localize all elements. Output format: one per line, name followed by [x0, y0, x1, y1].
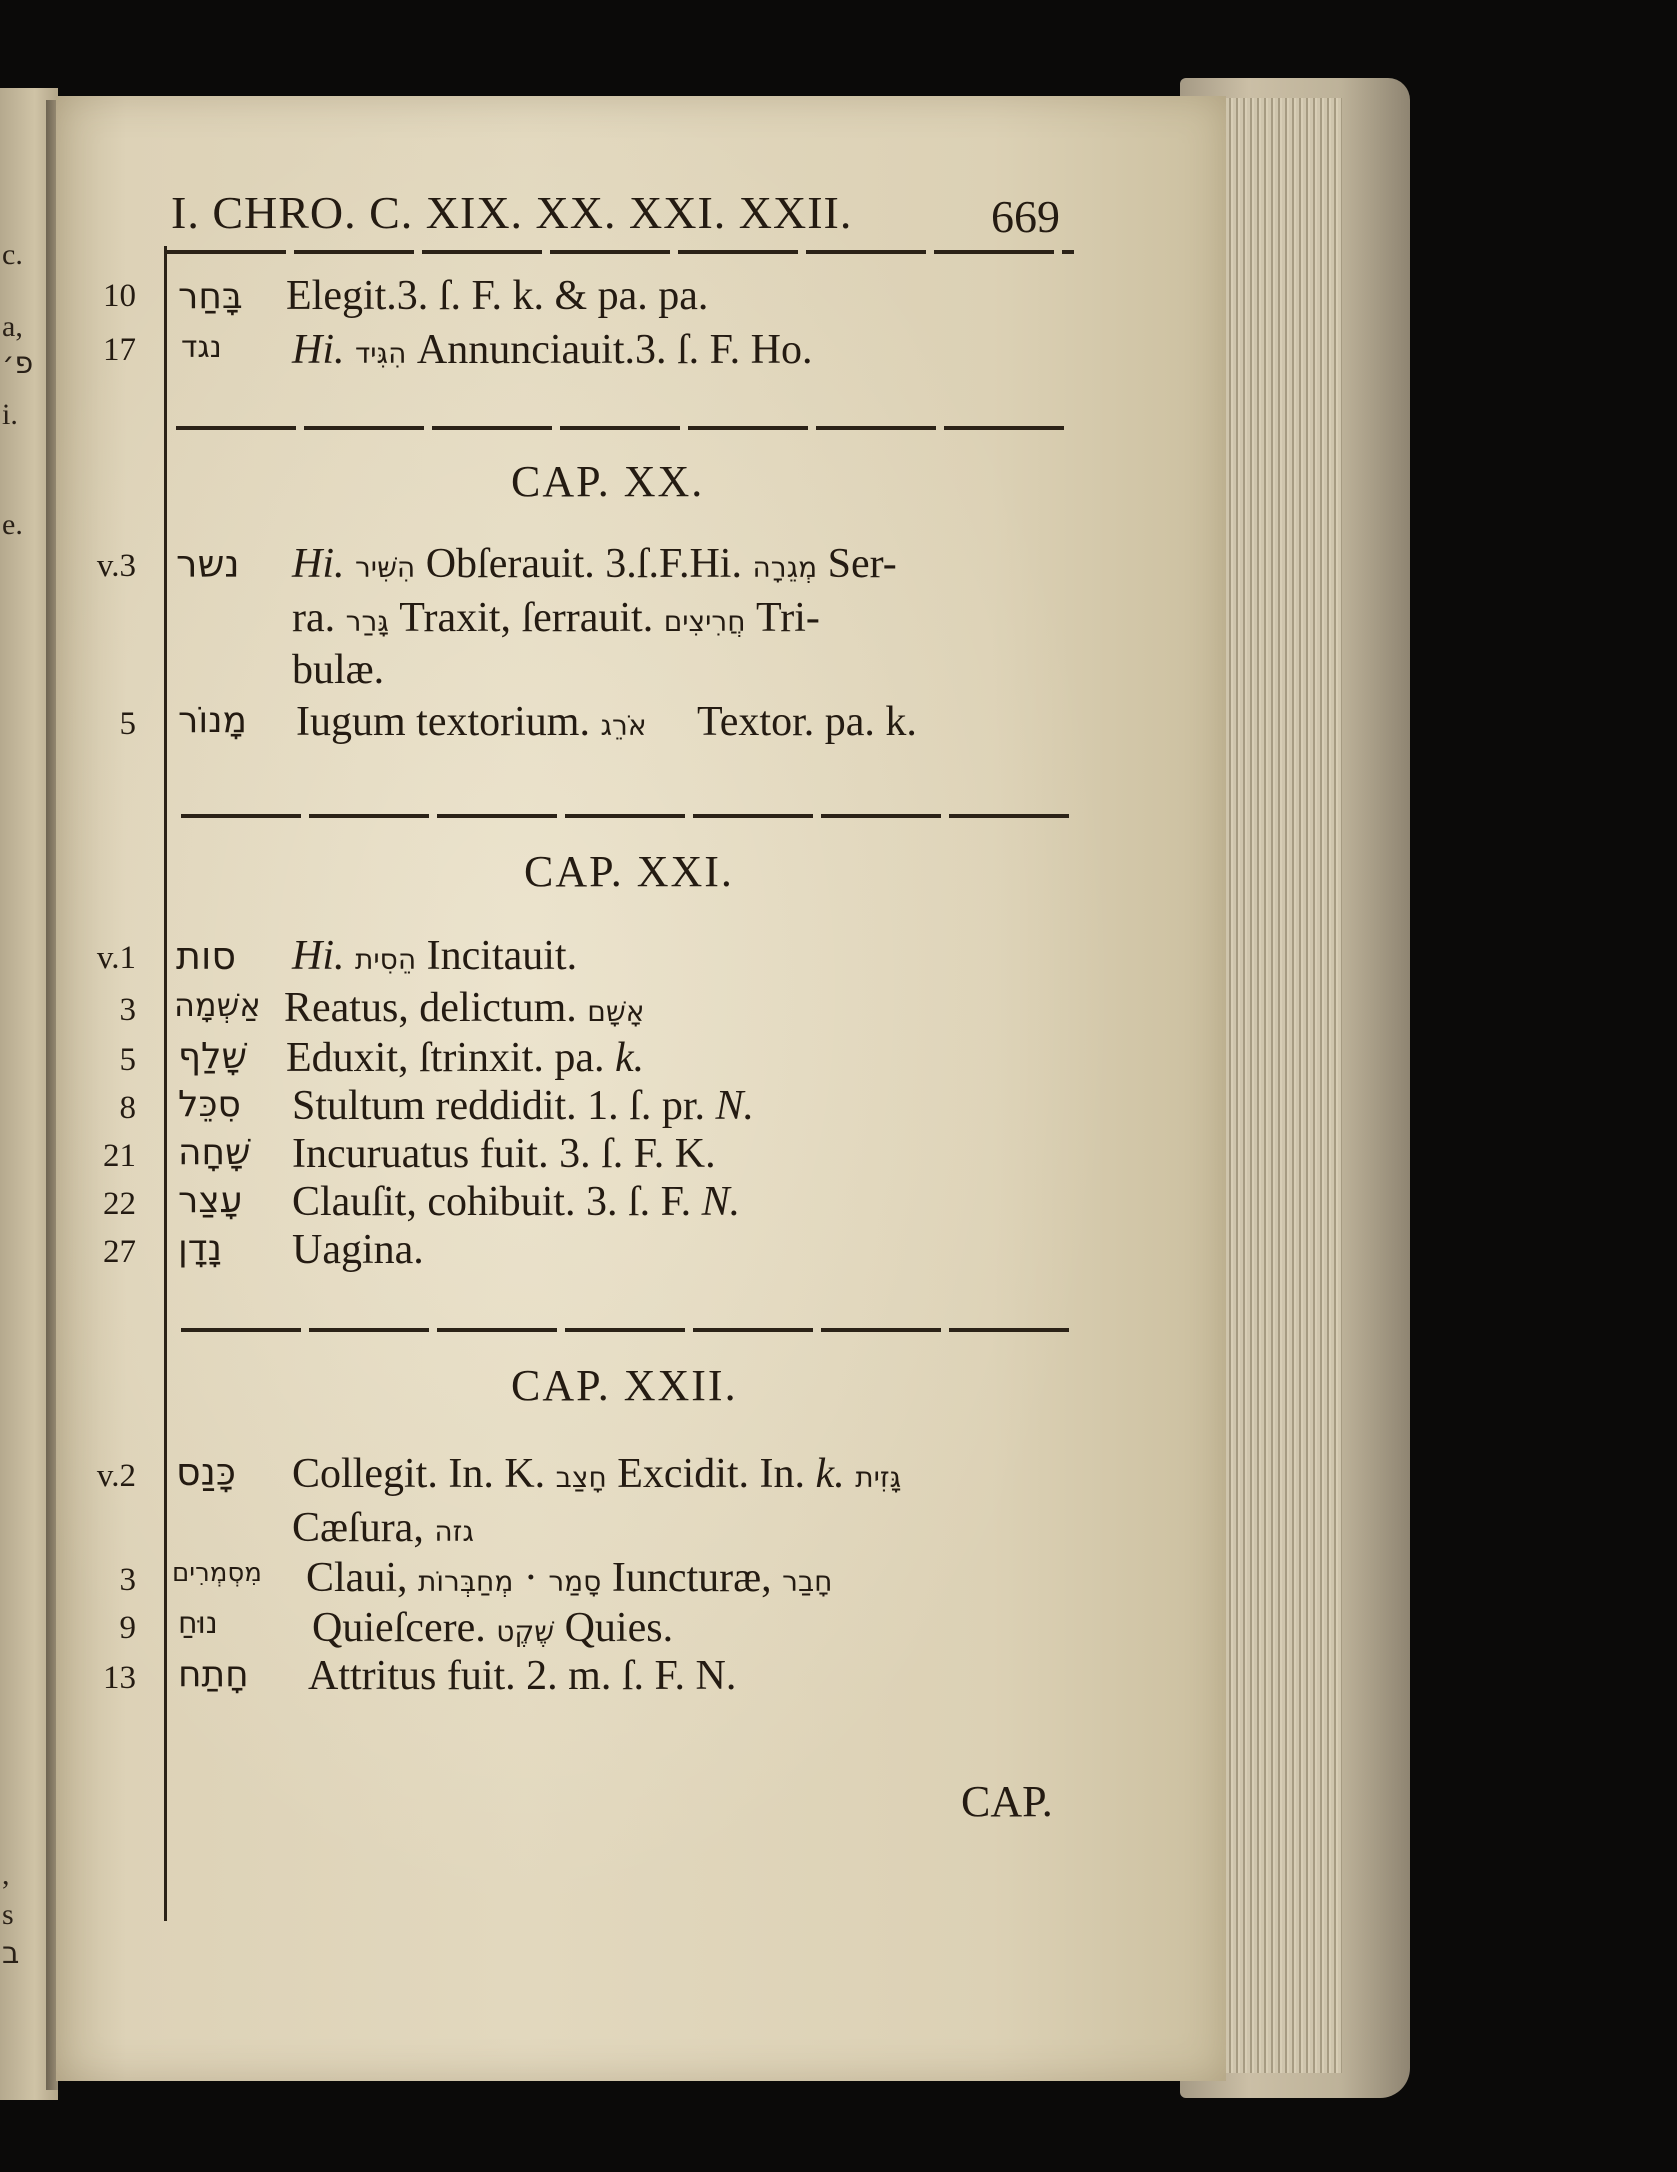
margin-rule	[164, 246, 167, 1921]
latin-gloss: Claui,	[306, 1555, 408, 1601]
latin-gloss-italic: k.	[614, 1035, 645, 1081]
latin-gloss: Uagina.	[292, 1227, 424, 1273]
verse-number: 10	[103, 278, 136, 314]
latin-gloss: Annunciauit.3. ſ. F. Ho.	[416, 327, 813, 373]
latin-gloss: Collegit. In. K.	[292, 1451, 546, 1497]
gloss-line	[292, 1504, 474, 1552]
section-rule	[181, 814, 1074, 818]
facing-page-fragment: e.	[2, 508, 23, 541]
gloss-line	[292, 1082, 754, 1130]
latin-gloss: Textor. pa. k.	[697, 699, 917, 745]
latin-gloss: Quieſcere.	[312, 1605, 486, 1651]
inline-hebrew: מְגֵרָה	[752, 551, 818, 584]
gloss-line	[284, 984, 644, 1032]
hebrew-lemma: אַשְׁמָה	[174, 986, 261, 1024]
grammar-prefix: Hi.	[292, 541, 345, 587]
latin-gloss: Tri-	[756, 595, 820, 641]
inline-hebrew: הִגִּיד	[355, 337, 407, 370]
inline-hebrew: סָמַר	[548, 1565, 602, 1598]
separator: ·	[523, 1555, 538, 1601]
hebrew-lemma: עָצַר	[178, 1180, 243, 1221]
latin-gloss: Clauſit, cohibuit. 3. ſ. F.	[292, 1179, 692, 1225]
gloss-line	[292, 932, 577, 980]
gloss-line	[306, 1554, 832, 1602]
latin-gloss-italic: N.	[715, 1083, 755, 1129]
verse-number: 17	[103, 332, 136, 368]
running-head: I. CHRO. C. XIX. XX. XXI. XXII.	[171, 187, 853, 238]
latin-gloss: Excidit. In.	[617, 1451, 806, 1497]
catchword: CAP.	[961, 1777, 1053, 1826]
verse-number: 13	[103, 1660, 136, 1696]
hebrew-lemma: נוּחַ	[178, 1606, 218, 1641]
inline-hebrew: מְחַבְּרוֹת	[418, 1565, 514, 1598]
hebrew-lemma: סות	[176, 934, 236, 978]
gloss-line	[292, 1178, 740, 1226]
hebrew-lemma: נָדָן	[178, 1228, 222, 1269]
inline-hebrew: חָצַב	[555, 1461, 607, 1494]
latin-gloss: Reatus, delictum.	[284, 985, 577, 1031]
latin-gloss-italic: k.	[815, 1451, 845, 1497]
inline-hebrew: הִשִּׁיר	[355, 551, 416, 584]
hebrew-lemma: סִכֵּל	[178, 1084, 241, 1125]
inline-hebrew: הֵסִית	[355, 943, 417, 976]
hebrew-lemma: שָׁחָה	[178, 1132, 251, 1173]
chapter-heading: CAP. XXII.	[511, 1361, 738, 1410]
inline-hebrew: גָּזִית	[855, 1461, 902, 1494]
hebrew-lemma: מִסְמְרִים	[172, 1558, 262, 1588]
facing-page-fragment: פ׳	[2, 346, 34, 381]
hebrew-lemma: בָּחַר	[178, 276, 243, 317]
latin-gloss: Iuncturæ,	[611, 1555, 772, 1601]
verse-number: 9	[119, 1610, 136, 1646]
verse-number: 5	[119, 706, 136, 742]
inline-hebrew: גזה	[434, 1515, 474, 1548]
latin-gloss-italic: N.	[701, 1179, 741, 1225]
latin-gloss: Incuruatus fuit. 3. ſ. F. K.	[292, 1131, 716, 1177]
gloss-line: bulæ.	[292, 647, 385, 693]
facing-page-fragment: a,	[2, 310, 23, 343]
verse-number: 21	[103, 1138, 136, 1174]
facing-page-fragment: ,	[2, 1858, 10, 1891]
inline-hebrew: אֹרֵג	[600, 709, 647, 742]
latin-gloss: Attritus fuit. 2. m. ſ. F. N.	[308, 1653, 737, 1699]
verse-number: 22	[103, 1186, 136, 1222]
hebrew-lemma: חָתַח	[178, 1654, 249, 1695]
latin-gloss: Traxit, ſerrauit.	[399, 595, 654, 641]
book-page	[56, 96, 1226, 2081]
latin-gloss: Obſerauit. 3.ſ.F.Hi.	[425, 541, 742, 587]
latin-gloss: Iugum textorium.	[296, 699, 590, 745]
latin-gloss: Eduxit, ſtrinxit. pa.	[286, 1035, 605, 1081]
gloss-line	[296, 698, 917, 746]
facing-page-fragment: i.	[2, 398, 18, 431]
page-number: 669	[991, 191, 1060, 242]
chapter-heading: CAP. XXI.	[524, 847, 734, 896]
grammar-prefix: Hi.	[292, 327, 345, 373]
latin-gloss: Quies.	[564, 1605, 674, 1651]
page-block-edges	[1212, 98, 1342, 2073]
hebrew-lemma: נשר	[176, 542, 240, 586]
hebrew-lemma: נגד	[181, 330, 222, 365]
chapter-heading: CAP. XX.	[511, 457, 705, 506]
section-rule	[181, 1328, 1074, 1332]
verse-number: 27	[103, 1234, 136, 1270]
inline-hebrew: חָבַר	[782, 1565, 833, 1598]
verse-number: 3	[119, 992, 136, 1028]
facing-page-fragment: s	[2, 1898, 14, 1931]
inline-hebrew: שֶׁקֶט	[496, 1615, 555, 1648]
verse-number: 5	[119, 1042, 136, 1078]
gloss-line	[292, 594, 820, 642]
gloss-line	[286, 1034, 644, 1082]
latin-gloss: Cæſura,	[292, 1505, 424, 1551]
hebrew-lemma: כָּנַס	[176, 1450, 236, 1494]
gloss-line	[292, 326, 813, 374]
verse-number: 3	[119, 1562, 136, 1598]
inline-hebrew: גָּרַר	[345, 605, 389, 638]
hebrew-lemma: שָׁלַף	[178, 1036, 247, 1077]
grammar-prefix: Hi.	[292, 933, 345, 979]
verse-number: v.1	[96, 940, 136, 976]
section-rule	[176, 426, 1072, 430]
gloss-line	[292, 540, 897, 588]
latin-gloss: Stultum reddidit. 1. ſ. pr.	[292, 1083, 706, 1129]
gloss-line	[292, 1450, 901, 1498]
inline-hebrew: אָשָׁם	[587, 995, 645, 1028]
header-rule	[166, 250, 1074, 254]
latin-gloss: Elegit.3. ſ. F. k. & pa. pa.	[286, 273, 709, 319]
inline-hebrew: חֲרִיצִים	[663, 605, 746, 638]
verse-number: v.3	[96, 548, 136, 584]
hebrew-lemma: מָנוֹר	[178, 700, 247, 741]
latin-gloss: Ser-	[827, 541, 897, 587]
verse-number: v.2	[96, 1458, 136, 1494]
facing-page-fragment: c.	[2, 238, 23, 271]
gloss-line	[312, 1604, 673, 1652]
latin-gloss: ra.	[292, 595, 336, 641]
verse-number: 8	[119, 1090, 136, 1126]
latin-gloss: Incitauit.	[426, 933, 578, 979]
facing-page-fragment: ב	[2, 1936, 20, 1971]
